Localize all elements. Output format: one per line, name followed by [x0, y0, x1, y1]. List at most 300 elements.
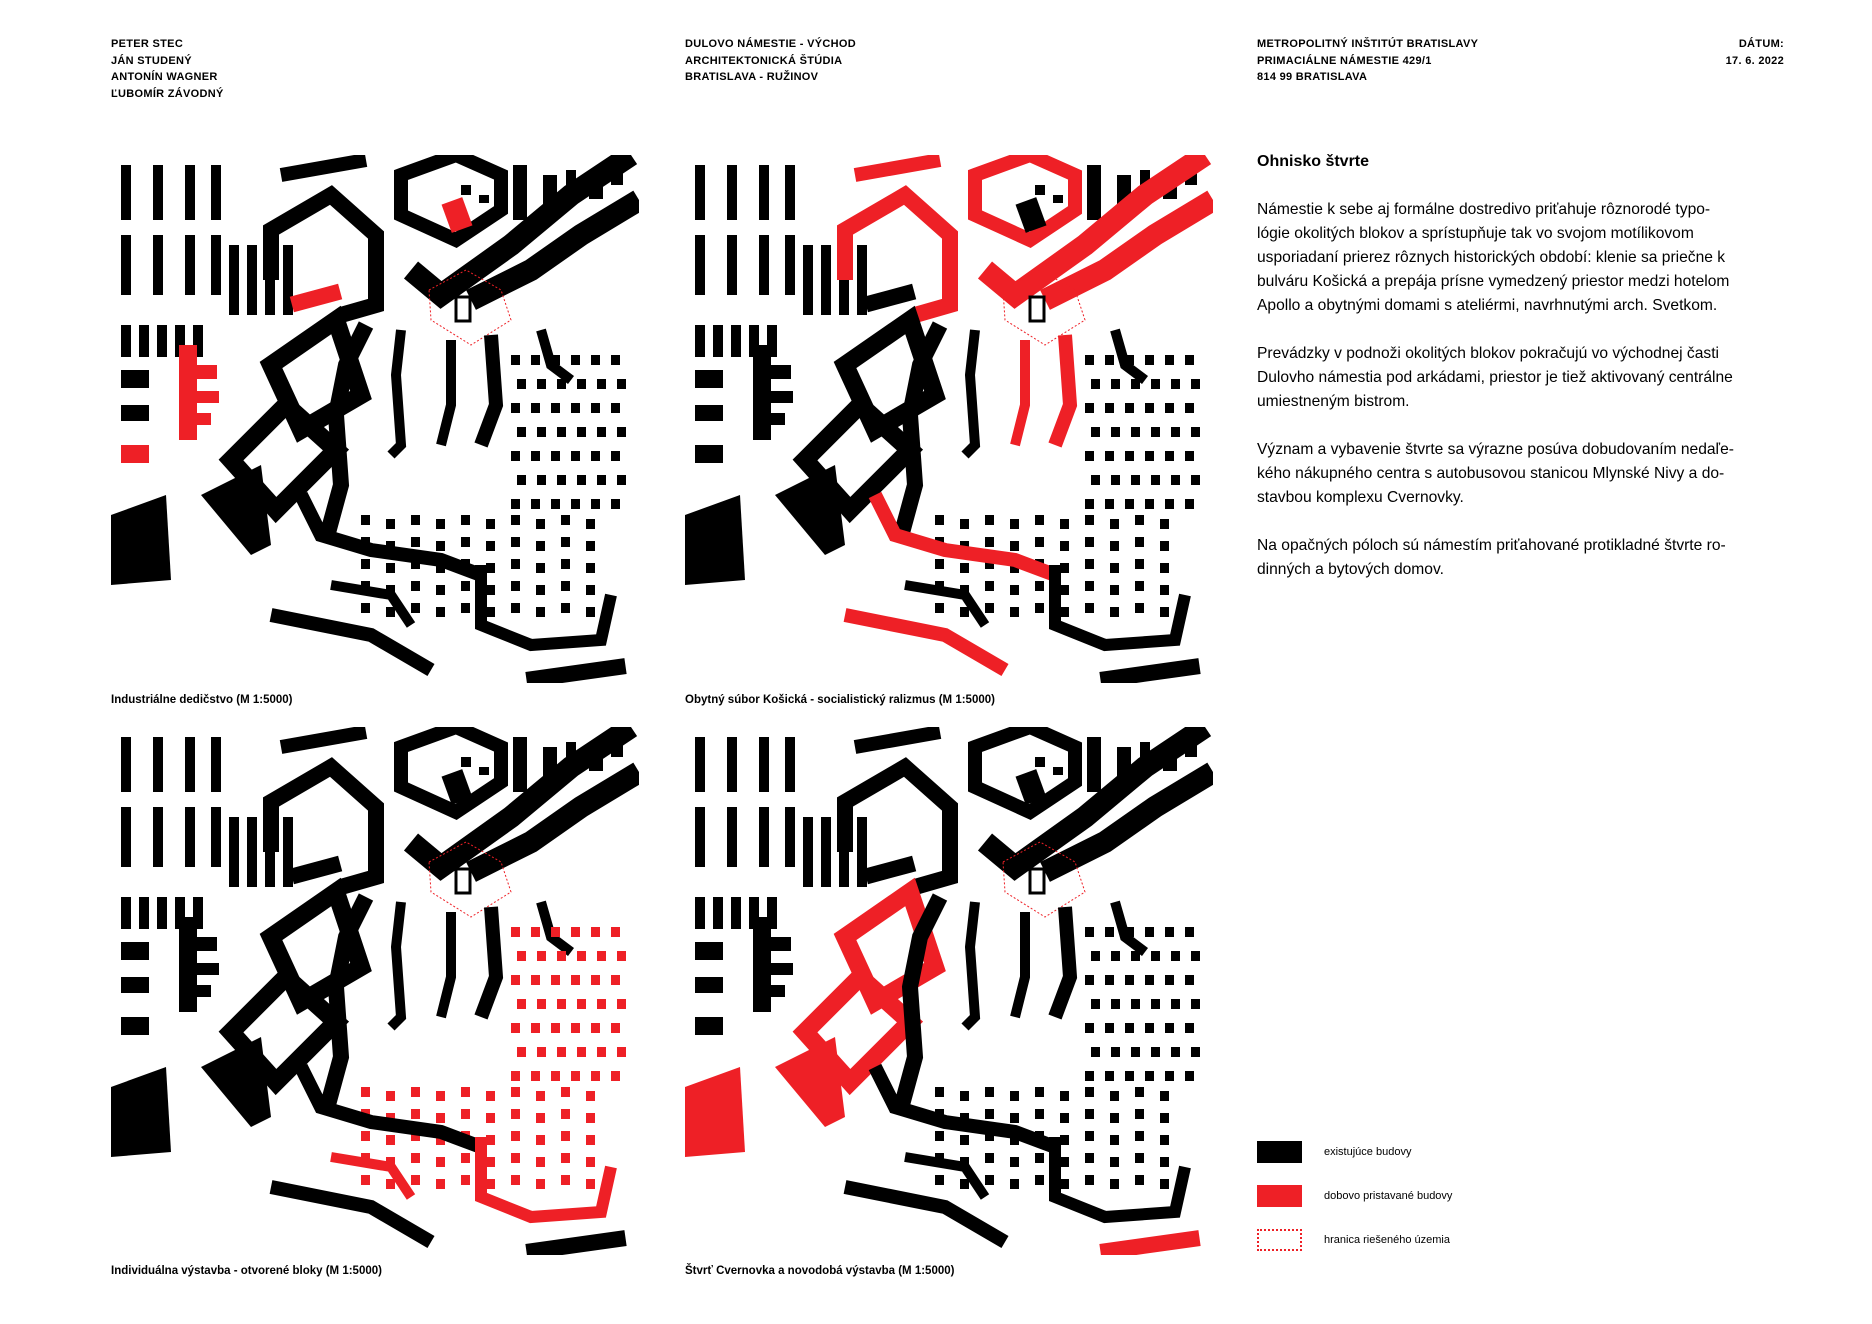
house — [1110, 519, 1119, 529]
legend-label: existujúce budovy — [1324, 1146, 1412, 1158]
building — [513, 165, 527, 220]
building — [1035, 185, 1045, 195]
house — [985, 1109, 994, 1119]
house — [511, 451, 520, 461]
house — [1010, 519, 1019, 529]
house — [1105, 1071, 1114, 1081]
house — [1111, 379, 1120, 389]
paragraph — [1257, 342, 1792, 414]
house — [586, 1179, 595, 1189]
house — [517, 475, 526, 485]
house — [611, 499, 620, 509]
house — [1060, 1179, 1069, 1189]
house — [591, 975, 600, 985]
house — [586, 607, 595, 617]
house — [557, 1047, 566, 1057]
house — [536, 1179, 545, 1189]
house — [597, 475, 606, 485]
row-house — [121, 737, 131, 792]
row-house — [153, 165, 163, 220]
house — [361, 515, 370, 525]
house — [531, 355, 540, 365]
house — [486, 1113, 495, 1123]
project-name: DULOVO NÁMESTIE - VÝCHOD — [685, 38, 856, 50]
house — [1191, 427, 1200, 437]
text-line: kého nákupného centra s autobusovou stanicou Mlynské Nivy a do- — [1257, 465, 1725, 482]
linear-block — [900, 325, 940, 540]
house — [985, 603, 994, 613]
house — [591, 403, 600, 413]
row-house — [731, 325, 741, 357]
house — [617, 427, 626, 437]
house — [1191, 999, 1200, 1009]
house — [511, 537, 520, 547]
house — [436, 1179, 445, 1189]
house — [1010, 541, 1019, 551]
house — [1060, 541, 1069, 551]
row-house — [695, 325, 705, 357]
building — [197, 365, 217, 379]
house — [461, 1109, 470, 1119]
building — [461, 757, 471, 767]
house — [1110, 1157, 1119, 1167]
house — [517, 379, 526, 389]
building-block — [905, 1157, 985, 1197]
house — [557, 951, 566, 961]
house — [411, 537, 420, 547]
industrial-building — [864, 284, 916, 312]
building — [121, 370, 149, 388]
house — [1085, 355, 1094, 365]
building-block — [281, 732, 366, 747]
house — [411, 581, 420, 591]
house — [1125, 403, 1134, 413]
map-caption: Obytný súbor Košická - socialistický ralizmus (M 1:5000) — [685, 694, 995, 706]
legend-swatch-black — [1257, 1141, 1302, 1163]
house — [1185, 355, 1194, 365]
house — [1085, 1087, 1094, 1097]
house — [1125, 451, 1134, 461]
house — [1060, 1135, 1069, 1145]
building — [197, 963, 219, 975]
house — [571, 1071, 580, 1081]
house — [1165, 975, 1174, 985]
house — [1010, 1091, 1019, 1101]
house — [461, 1175, 470, 1185]
house — [461, 603, 470, 613]
house — [1035, 581, 1044, 591]
house — [591, 355, 600, 365]
house — [536, 1157, 545, 1167]
house — [586, 1091, 595, 1101]
house — [1191, 1047, 1200, 1057]
industrial-building — [121, 1017, 149, 1035]
row-house — [785, 235, 795, 295]
industrial-building — [753, 345, 771, 440]
house — [591, 1071, 600, 1081]
building-block — [281, 160, 366, 175]
house — [1160, 1179, 1169, 1189]
house — [960, 519, 969, 529]
house — [551, 1023, 560, 1033]
house — [361, 1175, 370, 1185]
map-caption: Industriálne dedičstvo (M 1:5000) — [111, 694, 293, 706]
industrial-building — [290, 284, 342, 312]
institute-city: 814 99 BRATISLAVA — [1257, 71, 1368, 83]
row-house — [727, 165, 737, 220]
row-house — [695, 897, 705, 929]
house — [611, 355, 620, 365]
building — [461, 185, 471, 195]
building — [197, 985, 211, 997]
industrial-building — [179, 345, 197, 440]
row-house — [185, 807, 195, 867]
date-value: 17. 6. 2022 — [1725, 54, 1784, 67]
house — [1085, 1023, 1094, 1033]
bistro — [456, 297, 470, 321]
project-type: ARCHITEKTONICKÁ ŠTÚDIA — [685, 54, 843, 67]
linear-block — [965, 902, 975, 1027]
building-block — [331, 585, 411, 625]
house — [1105, 499, 1114, 509]
house — [511, 1071, 520, 1081]
house — [536, 1091, 545, 1101]
legend-item-existing — [1257, 1141, 1411, 1163]
house — [571, 927, 580, 937]
row-house — [247, 817, 257, 887]
house — [551, 975, 560, 985]
house — [486, 1135, 495, 1145]
house — [511, 581, 520, 591]
row-house — [821, 817, 831, 887]
row-house — [139, 325, 149, 357]
house — [1135, 1131, 1144, 1141]
house — [1110, 541, 1119, 551]
house — [1085, 1175, 1094, 1185]
figure-ground-map — [111, 155, 639, 683]
house — [486, 1157, 495, 1167]
house — [1131, 951, 1140, 961]
linear-block — [1055, 335, 1070, 445]
institute-name: METROPOLITNÝ INŠTITÚT BRATISLAVY — [1257, 38, 1479, 50]
house — [960, 1091, 969, 1101]
house — [1151, 999, 1160, 1009]
project-block — [685, 36, 856, 86]
bistro — [1030, 869, 1044, 893]
row-house — [713, 325, 723, 357]
house — [935, 603, 944, 613]
linear-block — [1099, 658, 1200, 683]
house — [536, 563, 545, 573]
house — [1091, 999, 1100, 1009]
house — [1111, 475, 1120, 485]
house — [461, 1153, 470, 1163]
paragraph — [1257, 438, 1792, 510]
house — [1131, 379, 1140, 389]
house — [1135, 603, 1144, 613]
house — [1145, 1023, 1154, 1033]
house — [586, 541, 595, 551]
house — [577, 475, 586, 485]
house — [1110, 1091, 1119, 1101]
row-house — [283, 245, 293, 315]
row-house — [121, 897, 131, 929]
house — [577, 951, 586, 961]
building — [1053, 195, 1063, 203]
house — [361, 1087, 370, 1097]
house — [561, 1153, 570, 1163]
house — [1091, 475, 1100, 485]
house — [1110, 1179, 1119, 1189]
row-house — [759, 235, 769, 295]
house — [1010, 1179, 1019, 1189]
house — [436, 1157, 445, 1167]
house — [586, 519, 595, 529]
legend-label: dobovo pristavané budovy — [1324, 1190, 1453, 1202]
date-block — [1726, 36, 1784, 69]
house — [985, 1175, 994, 1185]
house — [536, 585, 545, 595]
house — [1085, 499, 1094, 509]
project-location: BRATISLAVA - RUŽINOV — [685, 71, 819, 83]
text-line: dinných a bytových domov. — [1257, 561, 1444, 578]
house — [1010, 1157, 1019, 1167]
text-line: usporiadaní prierez rôznych historických období: klenie sa priečne k — [1257, 249, 1726, 266]
house — [511, 403, 520, 413]
house — [1151, 475, 1160, 485]
row-house — [695, 737, 705, 792]
house — [1035, 1175, 1044, 1185]
row-house — [229, 817, 239, 887]
industrial-building — [179, 917, 197, 1012]
house — [436, 541, 445, 551]
house — [561, 537, 570, 547]
house — [935, 1087, 944, 1097]
house — [1091, 379, 1100, 389]
linear-block — [1055, 907, 1070, 1017]
house — [361, 603, 370, 613]
house — [1135, 1087, 1144, 1097]
linear-block — [326, 325, 366, 540]
house — [935, 559, 944, 569]
legend-item-boundary — [1257, 1229, 1450, 1251]
house — [1160, 1135, 1169, 1145]
house — [1085, 927, 1094, 937]
building — [695, 977, 723, 993]
house — [1125, 1023, 1134, 1033]
house — [537, 427, 546, 437]
bistro — [1030, 297, 1044, 321]
house — [1125, 927, 1134, 937]
house — [461, 515, 470, 525]
house — [1171, 999, 1180, 1009]
row-house — [727, 235, 737, 295]
house — [617, 379, 626, 389]
triangular-block — [775, 465, 845, 555]
building — [197, 937, 217, 951]
building — [771, 985, 785, 997]
house — [1145, 927, 1154, 937]
house — [1131, 475, 1140, 485]
row-house — [785, 737, 795, 792]
linear-block — [1015, 912, 1025, 1017]
row-house — [759, 737, 769, 792]
house — [1165, 499, 1174, 509]
building — [121, 405, 149, 421]
industrial-building — [753, 917, 771, 1012]
row-house — [727, 737, 737, 792]
author-name: PETER STEC — [111, 38, 184, 50]
perimeter-block — [481, 565, 611, 645]
building — [771, 937, 791, 951]
row-house — [759, 165, 769, 220]
house — [486, 541, 495, 551]
perimeter-block — [1055, 1137, 1185, 1217]
house — [1085, 581, 1094, 591]
house — [511, 1087, 520, 1097]
house — [1060, 1113, 1069, 1123]
row-house — [211, 737, 221, 792]
house — [1060, 607, 1069, 617]
linear-block — [1099, 1230, 1200, 1255]
house — [511, 1131, 520, 1141]
row-house — [857, 245, 867, 315]
row-house — [803, 245, 813, 315]
text-line: lógie okolitých blokov a sprístupňuje tak vo svojom motílikovom — [1257, 225, 1694, 242]
house — [1171, 1047, 1180, 1057]
house — [1010, 1113, 1019, 1123]
house — [571, 403, 580, 413]
house — [1171, 475, 1180, 485]
house — [386, 1091, 395, 1101]
linear-block — [326, 897, 366, 1112]
house — [1191, 475, 1200, 485]
house — [511, 603, 520, 613]
house — [1135, 1109, 1144, 1119]
house — [1165, 355, 1174, 365]
house — [1110, 607, 1119, 617]
house — [561, 559, 570, 569]
house — [551, 355, 560, 365]
linear-block — [441, 340, 451, 445]
house — [1110, 563, 1119, 573]
house — [611, 1071, 620, 1081]
house — [1111, 951, 1120, 961]
legend-swatch-dotted — [1257, 1229, 1302, 1251]
house — [1105, 975, 1114, 985]
house — [1085, 603, 1094, 613]
house — [531, 403, 540, 413]
house — [436, 1113, 445, 1123]
author-name: ANTONÍN WAGNER — [111, 71, 218, 83]
house — [1151, 951, 1160, 961]
house — [591, 451, 600, 461]
building — [197, 391, 219, 403]
house — [577, 999, 586, 1009]
house — [611, 1023, 620, 1033]
row-house — [785, 807, 795, 867]
house — [531, 451, 540, 461]
house — [985, 1153, 994, 1163]
house — [517, 999, 526, 1009]
building-block — [905, 585, 985, 625]
house — [486, 519, 495, 529]
house — [411, 603, 420, 613]
row-house — [139, 897, 149, 929]
house — [1185, 403, 1194, 413]
building — [1087, 737, 1101, 792]
house — [1165, 451, 1174, 461]
house — [1135, 537, 1144, 547]
house — [1145, 975, 1154, 985]
linear-block — [481, 335, 496, 445]
house — [960, 563, 969, 573]
house — [1060, 519, 1069, 529]
figure-ground-map — [685, 727, 1213, 1255]
house — [1185, 1071, 1194, 1081]
description-text — [1257, 150, 1792, 606]
house — [511, 927, 520, 937]
house — [411, 1087, 420, 1097]
house — [571, 1023, 580, 1033]
row-house — [121, 165, 131, 220]
map-individual-housing — [111, 727, 639, 1255]
triangular-block — [775, 1037, 845, 1127]
house — [1110, 1113, 1119, 1123]
house — [1085, 975, 1094, 985]
linear-block — [391, 902, 401, 1027]
house — [536, 607, 545, 617]
house — [1035, 515, 1044, 525]
house — [1125, 1071, 1134, 1081]
house — [935, 1131, 944, 1141]
row-house — [153, 235, 163, 295]
building — [197, 413, 211, 425]
row-house — [121, 235, 131, 295]
row-house — [759, 807, 769, 867]
house — [551, 403, 560, 413]
linear-block — [441, 912, 451, 1017]
house — [511, 515, 520, 525]
building — [513, 737, 527, 792]
house — [1035, 1087, 1044, 1097]
house — [935, 515, 944, 525]
house — [1110, 585, 1119, 595]
house — [436, 1091, 445, 1101]
row-house — [121, 325, 131, 357]
house — [1135, 1153, 1144, 1163]
house — [597, 1047, 606, 1057]
house — [551, 1071, 560, 1081]
house — [1160, 607, 1169, 617]
house — [1191, 379, 1200, 389]
house — [1085, 559, 1094, 569]
house — [511, 1175, 520, 1185]
house — [1060, 1157, 1069, 1167]
linear-block — [900, 897, 940, 1112]
text-line: Prevádzky v podnoži okolitých blokov pokračujú vo východnej časti — [1257, 345, 1719, 362]
row-house — [121, 807, 131, 867]
building-block — [855, 160, 940, 175]
building — [771, 963, 793, 975]
building — [695, 405, 723, 421]
house — [537, 475, 546, 485]
house — [1151, 427, 1160, 437]
house — [1060, 585, 1069, 595]
house — [557, 379, 566, 389]
house — [486, 1091, 495, 1101]
house — [611, 451, 620, 461]
